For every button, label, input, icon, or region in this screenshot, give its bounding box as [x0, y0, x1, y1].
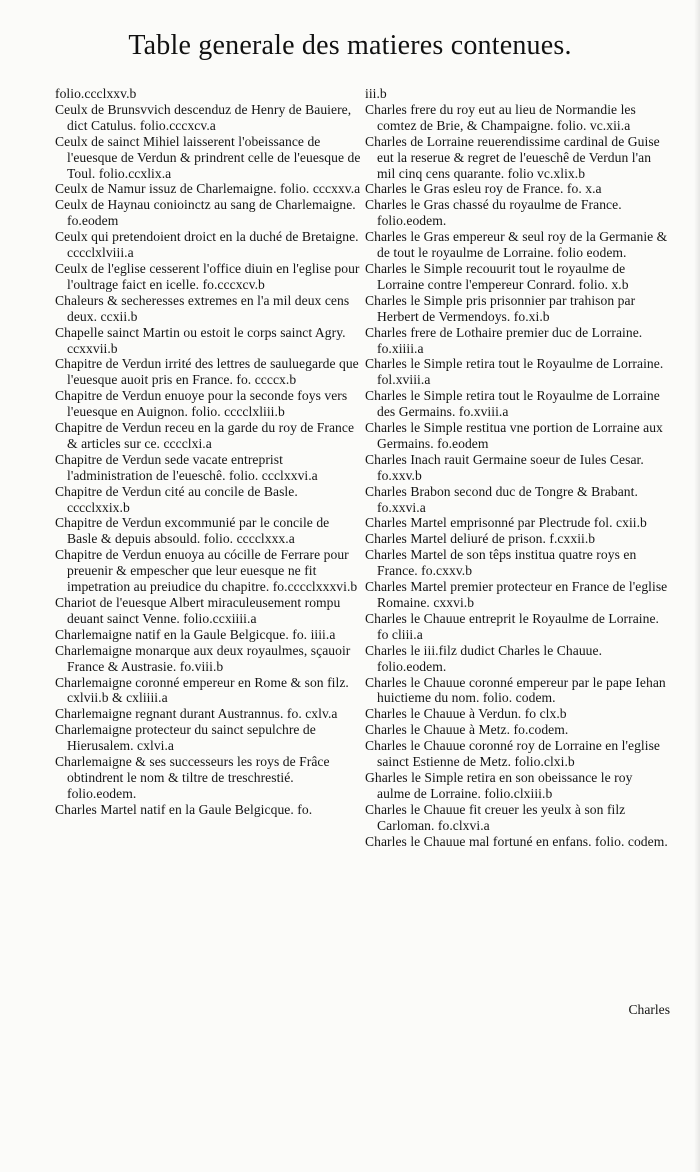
page-edge-shadow — [694, 0, 700, 1172]
index-entry: Charles de Lorraine reuerendissime cardinal de Guise eut la reserue & regret de l'eueschê de Verdun l'an mil cinq cens quarante. folio vc.xlix.b — [365, 133, 660, 181]
index-entry: Charles le Gras chassé du royaulme de France. folio.eodem. — [365, 197, 622, 229]
index-entry: Ceulx de l'eglise cesserent l'office diuin en l'eglise pour l'oultrage faict en icelle. fo.cccxcv.b — [55, 260, 360, 292]
index-entry: Charles Brabon second duc de Tongre & Brabant. fo.xxvi.a — [365, 483, 638, 515]
index-entry: Charles le Simple restitua vne portion de Lorraine aux Germains. fo.eodem — [365, 420, 663, 451]
index-entry: Charles frere du roy eut au lieu de Normandie les comtez de Brie, & Champaigne. folio. vc.xii.a — [365, 101, 636, 133]
index-entry: Ceulx de sainct Mihiel laisserent l'obeissance de l'euesque de Verdun & prindrent celle de l'euesque de Toul. folio.ccxlix.a — [55, 133, 361, 181]
index-entry: Ceulx qui pretendoient droict en la duché de Bretaigne. cccclxlviii.a — [55, 229, 359, 261]
index-entry: Chapitre de Verdun irrité des lettres de sauluegarde que l'euesque auoit pris en France. fo. ccccx.b — [55, 356, 359, 388]
index-entry: Charles le Simple retira tout le Royaulme de Lorraine. fol.xviii.a — [365, 356, 664, 388]
index-entry: Charlemaigne regnant durant Austrannus. fo. cxlv.a — [55, 706, 338, 722]
index-entry: Charles Inach rauit Germaine soeur de Iules Cesar. fo.xxv.b — [365, 451, 644, 483]
index-entry: Charles frere de Lothaire premier duc de Lorraine. fo.xiiii.a — [365, 324, 643, 356]
index-entry: Charles le Simple retira tout le Royaulme de Lorraine des Germains. fo.xviii.a — [365, 388, 660, 420]
index-entry: Chapelle sainct Martin ou estoit le corps sainct Agry. ccxxvii.b — [55, 324, 346, 356]
index-entry: Gharles le Simple retira en son obeissance le roy aulme de Lorraine. folio.clxiii.b — [365, 769, 633, 801]
catchword: Charles — [628, 1002, 670, 1017]
index-entry: Ceulx de Brunsvvich descenduz de Henry de Bauiere, dict Catulus. folio.cccxcv.a — [55, 101, 352, 133]
index-entry: folio.ccclxxv.b — [55, 86, 137, 101]
index-entry: Charles le Simple recouurit tout le royaulme de Lorraine contre l'empereur Conrard. folio. x.b — [365, 260, 629, 292]
index-entry: Charles le Chauue entreprit le Royaulme de Lorraine. fo cliii.a — [365, 610, 660, 642]
page-title: Table generale des matieres contenues. — [128, 30, 572, 61]
index-entry: Charles le Chauue à Verdun. fo clx.b — [365, 706, 567, 722]
index-entry: Charlemaigne monarque aux deux royaulmes, sçauoir France & Austrasie. fo.viii.b — [55, 642, 351, 674]
index-entry: Chapitre de Verdun excommunié par le concile de Basle & depuis absould. folio. cccclxxx.a — [55, 515, 330, 547]
index-entry: Chariot de l'euesque Albert miraculeusement rompu deuant sainct Venne. folio.ccxiiii.a — [55, 595, 341, 626]
index-entry: Charles le Gras empereur & seul roy de la Germanie & de tout le royaulme de Lorraine. folio eodem. — [365, 229, 668, 261]
index-entry: Chapitre de Verdun cité au concile de Basle. cccclxxix.b — [55, 483, 298, 515]
index-entry: Chapitre de Verdun enuoya au cócille de Ferrare pour preuenir & empescher que leur euesque ne fit impetration au preiudice du chapitre. fo.cccclxxxvi.b — [55, 547, 358, 595]
index-entry: Charles le Chauue fit creuer les yeulx à son filz Carloman. fo.clxvi.a — [365, 801, 626, 833]
index-entry: Chaleurs & secheresses extremes en l'a mil deux cens deux. ccxii.b — [55, 292, 350, 324]
index-entry: Chapitre de Verdun sede vacate entreprist l'administration de l'eueschê. folio. ccclxxvi.a — [55, 451, 318, 483]
index-column-right — [365, 86, 669, 850]
index-entry: Charlemaigne & ses successeurs les roys de Frâce obtindrent le nom & tiltre de treschrestié. folio.eodem. — [55, 754, 330, 801]
index-entry: iii.b — [365, 86, 387, 101]
index-entry: Charles le Gras esleu roy de France. fo. x.a — [365, 181, 602, 197]
index-column-left — [55, 86, 363, 818]
index-entry: Charles le Simple pris prisonnier par trahison par Herbert de Vermendoys. fo.xi.b — [365, 292, 636, 324]
index-entry: Ceulx de Namur issuz de Charlemaigne. folio. cccxxv.a — [55, 181, 361, 197]
index-entry: Charles Martel premier protecteur en France de l'eglise Romaine. cxxvi.b — [365, 579, 668, 610]
index-entry: Charlemaigne protecteur du sainct sepulchre de Hierusalem. cxlvi.a — [55, 722, 316, 754]
index-entry: Charles Martel emprisonné par Plectrude fol. cxii.b — [365, 515, 647, 531]
index-entry: Charles le iii.filz dudict Charles le Chauue. folio.eodem. — [365, 642, 603, 674]
index-entry: Charles Martel deliuré de prison. f.cxxii.b — [365, 531, 596, 547]
index-entry: Chapitre de Verdun enuoye pour la seconde foys vers l'euesque en Auignon. folio. cccclxliii.b — [55, 388, 348, 420]
index-entry: Charles le Chauue à Metz. fo.codem. — [365, 722, 569, 738]
index-entry: Charles le Chauue coronné roy de Lorraine en l'eglise sainct Estienne de Metz. folio.clxi.b — [365, 738, 660, 770]
index-entry: Charles le Chauue coronné empereur par le pape Iehan huictieme du nom. folio. codem. — [365, 674, 666, 706]
index-entry: Charlemaigne coronné empereur en Rome & son filz. cxlvii.b & cxliiii.a — [55, 674, 349, 706]
index-entry: Charles Martel natif en la Gaule Belgicque. fo. — [55, 801, 313, 817]
index-entry: Chapitre de Verdun receu en la garde du roy de France & articles sur ce. cccclxi.a — [55, 420, 355, 451]
index-entry: Charles le Chauue mal fortuné en enfans. folio. codem. — [365, 833, 668, 849]
index-entry: Charlemaigne natif en la Gaule Belgicque. fo. iiii.a — [55, 626, 336, 642]
index-entry: Charles Martel de son têps institua quatre roys en France. fo.cxxv.b — [365, 547, 637, 579]
index-entry: Ceulx de Haynau conioinctz au sang de Charlemaigne. fo.eodem — [55, 197, 356, 229]
